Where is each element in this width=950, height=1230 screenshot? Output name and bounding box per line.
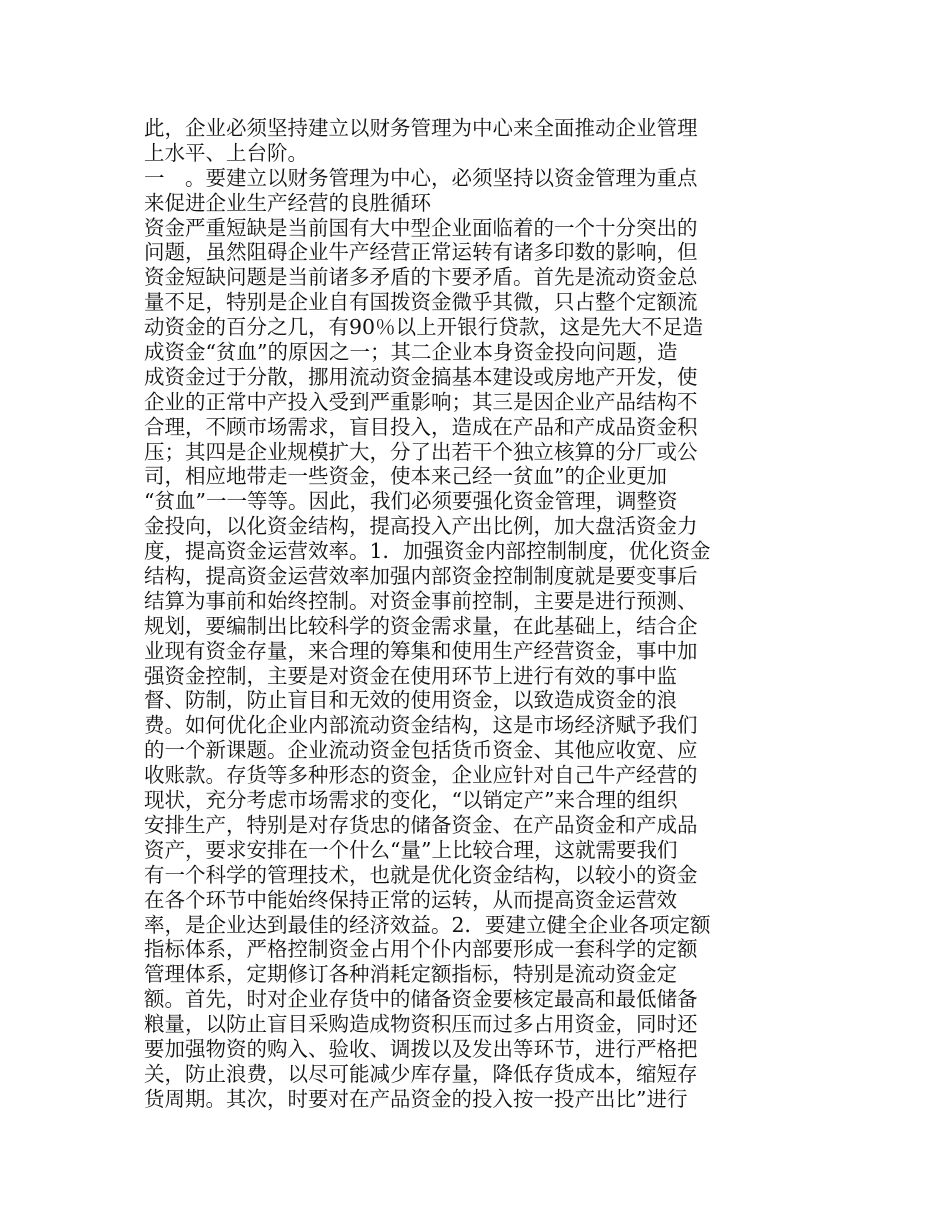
text-line: 管理体系，定期修订各种消耗定额指标，特别是流动资金定 — [144, 962, 677, 987]
text-line: 结算为事前和始终控制。对资金事前控制，主要是进行预测、 — [144, 588, 698, 613]
text-line: 成资金“贫血”的原因之一；其二企业本身资金投向问题，造 — [144, 340, 678, 365]
text-line: 成资金过于分散，挪用流动资金搞基本建设或房地产开发，使 — [144, 364, 698, 389]
section-heading-line: 一 。要建立以财务管理为中心，必须坚持以资金管理为重点 — [144, 165, 698, 190]
text-line: 安排生产，特别是对存货忠的储备资金、在产品资金和产成品 — [144, 812, 698, 837]
text-line: 问题，虽然阻碍企业牛产经营正常运转有诸多印数的影响，但 — [144, 240, 698, 265]
text-line: 的一个新课题。企业流动资金包括货币资金、其他应收宽、应 — [144, 738, 698, 763]
text-line: 粮量，以防止盲目采购造成物资积压而过多占用资金，同时还 — [144, 1012, 698, 1037]
text-line: 规划，要编制出比较科学的资金需求量，在此基础上，结合企 — [144, 613, 698, 638]
text-line: 结构，提高资金运营效率加强内部资金控制制度就是要变事后 — [144, 564, 698, 589]
text-line: 要加强物资的购入、验收、调拨以及发出等环节，进行严格把 — [144, 1036, 698, 1061]
text-line: 在各个环节中能始终保持正常的运转，从而提高资金运营效 — [144, 887, 677, 912]
text-line: 关，防止浪费，以尽可能减少库存量，降低存货成本，缩短存 — [144, 1061, 698, 1086]
text-line: 指标体系，严格控制资金占用个仆内部要形成一套科学的定额 — [144, 937, 698, 962]
text-line: 压；其四是企业规模扩大，分了出若干个独立核算的分厂或公 — [144, 439, 698, 464]
text-line: 强资金控制，主要是对资金在使用环节上进行有效的事中监 — [144, 663, 677, 688]
text-line: 货周期。其次，时要对在产品资金的投入按一投产出比”进行 — [144, 1086, 688, 1111]
text-line: 金投向，以化资金结构，提高投入产出比例，加大盘活资金力 — [144, 514, 698, 539]
text-line: 有一个科学的管理技术，也就是优化资金结构，以较小的资金 — [144, 862, 698, 887]
text-line: 量不足，特别是企业自有国拨资金微乎其微，只占整个定额流 — [144, 290, 698, 315]
text-line: 收账款。存货等多种形态的资金，企业应针对自己牛产经营的 — [144, 763, 698, 788]
text-line: 业现有资金存量，来合理的筹集和使用生产经营资金，事中加 — [144, 638, 698, 663]
text-line: 资金严重短缺是当前国有大中型企业面临着的一个十分突出的 — [144, 215, 698, 240]
text-line: 率，是企业达到最佳的经济效益。2．要建立健全企业各项定额 — [144, 912, 711, 937]
text-line: 资产，要求安排在一个什么“量”上比较合理，这就需要我们 — [144, 837, 678, 862]
section-heading-line: 来促进企业生产经营的良胜循环 — [144, 190, 431, 215]
text-line: 现状，充分考虑市场需求的变化，“以销定产”来合理的组织 — [144, 788, 678, 813]
body-text — [144, 116, 754, 1112]
text-line: “贫血”一一等等。因此，我们必须要强化资金管理，调整资 — [144, 489, 678, 514]
text-line: 司，相应地带走一些资金，使本来己经一贫血”的企业更加 — [144, 464, 667, 489]
text-line: 上水平、上台阶。 — [144, 140, 308, 165]
text-line: 此，企业必须坚持建立以财务管理为中心来全面推动企业管理 — [144, 116, 698, 140]
text-line: 企业的正常中产投入受到严重影响；其三是因企业产品结构不 — [144, 389, 698, 414]
text-line: 额。首先，时对企业存货中的储备资金要核定最高和最低储备 — [144, 987, 698, 1012]
text-line: 合理，不顾市场需求，盲目投入，造成在产品和产成品资金积 — [144, 414, 698, 439]
text-line: 动资金的百分之几，有90％以上开银行贷款，这是先大不足造 — [144, 315, 704, 340]
text-line: 度，提高资金运营效率。1．加强资金内部控制制度，优化资金 — [144, 539, 711, 564]
text-line: 费。如何优化企业内部流动资金结构，这是市场经济赋予我们 — [144, 713, 698, 738]
text-line: 资金短缺问题是当前诸多矛盾的卞要矛盾。首先是流动资金总 — [144, 265, 698, 290]
text-line: 督、防制，防止盲目和无效的使用资金，以致造成资金的浪 — [144, 688, 677, 713]
